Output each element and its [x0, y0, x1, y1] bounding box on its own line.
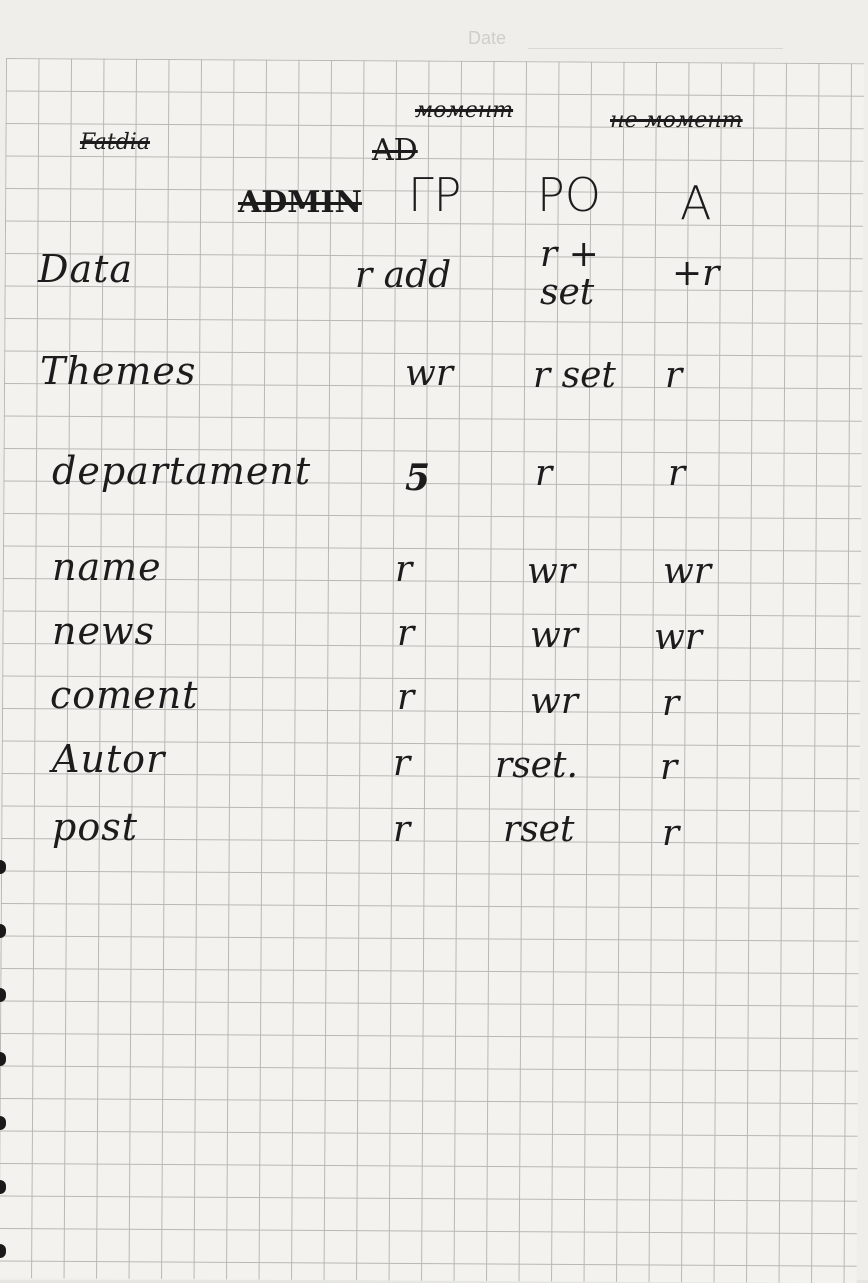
cell-themes-ro: r set	[533, 355, 616, 396]
cell-name-gr: r	[395, 549, 413, 590]
row-label-autor: Autor	[52, 737, 166, 781]
cell-autor-ro: rset.	[495, 745, 578, 786]
cell-post-ro: rset	[503, 809, 575, 850]
row-label-themes: Themes	[40, 349, 197, 393]
column-header-a: А	[680, 176, 712, 230]
struck-annotation-left: Fatdia	[80, 130, 150, 155]
cell-departament-ro: r	[535, 453, 553, 494]
row-label-name: name	[52, 545, 162, 589]
cell-news-ro: wr	[530, 615, 579, 656]
cell-name-ro: wr	[527, 551, 576, 592]
binding-holes	[0, 860, 6, 1280]
cell-data-a: +r	[672, 253, 720, 294]
row-label-news: news	[52, 609, 155, 653]
cell-coment-ro: wr	[530, 681, 579, 722]
date-line	[528, 48, 783, 49]
cell-post-gr: r	[393, 809, 411, 850]
cell-post-a: r	[662, 813, 680, 854]
cell-themes-a: r	[665, 355, 683, 396]
row-label-post: post	[52, 805, 138, 849]
admin-label: ADMIN	[238, 185, 362, 220]
cell-news-a: wr	[654, 617, 703, 658]
column-header-ro: РО	[537, 168, 601, 222]
cell-coment-gr: r	[397, 677, 415, 718]
row-label-coment: coment	[50, 673, 199, 717]
cell-coment-a: r	[662, 683, 680, 724]
cell-departament-gr: 5	[405, 457, 431, 499]
cell-autor-gr: r	[393, 743, 411, 784]
cell-departament-a: r	[668, 453, 686, 494]
date-label: Date	[468, 28, 507, 48]
column-header-gr: ГР	[408, 168, 462, 222]
struck-annotation-ad: AD	[372, 133, 418, 168]
cell-autor-a: r	[660, 747, 678, 788]
cell-data-gr: r add	[355, 255, 452, 296]
row-label-data: Data	[38, 247, 134, 291]
cell-themes-gr: wr	[405, 353, 454, 394]
struck-annotation-right: не момент	[610, 108, 743, 133]
cell-data-ro: r + set	[540, 234, 599, 313]
row-label-departament: departament	[52, 449, 312, 493]
struck-annotation-top: момент	[415, 98, 514, 123]
cell-news-gr: r	[397, 613, 415, 654]
cell-name-a: wr	[663, 551, 712, 592]
grid-paper	[0, 58, 864, 1283]
